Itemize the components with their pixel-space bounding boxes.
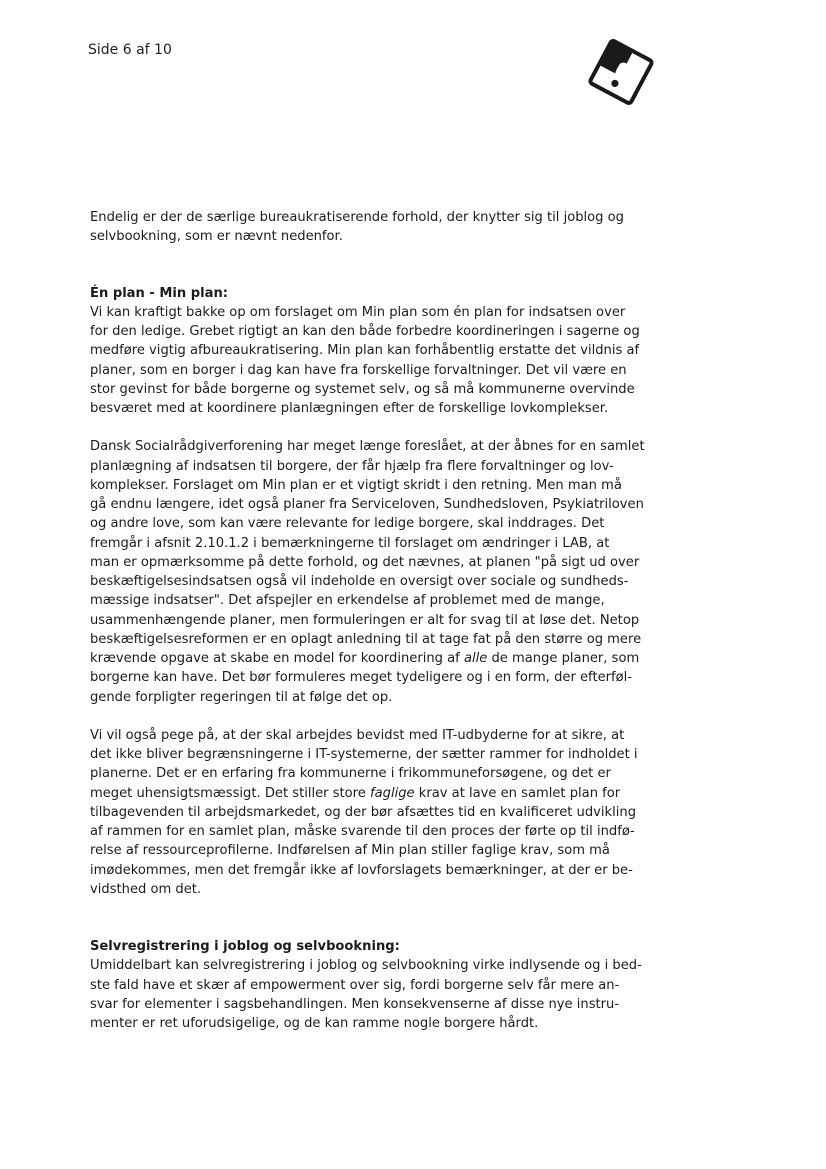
text-line: Dansk Socialrådgiverforening har meget længe foreslået, at der åbnes for en samlet	[90, 439, 645, 455]
text-line	[90, 649, 690, 668]
text-line: imødekommes, men det fremgår ikke af lovforslagets bemærkninger, at der er be-	[90, 862, 633, 878]
text-line: komplekser. Forslaget om Min plan er et vigtigt skridt i den retning. Men man må	[90, 477, 622, 493]
text-line: tilbagevenden til arbejdsmarkedet, og der bør afsættes tid en kvalificeret udvikling	[90, 804, 637, 820]
text-line: stor gevinst for både borgerne og systemet selv, og så må kommunerne overvinde	[90, 381, 635, 397]
selvregistrering-paragraph	[90, 956, 690, 1033]
text-line: gå endnu længere, idet også planer fra Serviceloven, Sundhedsloven, Psykiatriloven	[90, 497, 644, 512]
text-line: svar for elementer i sagsbehandlingen. Men konsekvenserne af disse nye instru-	[90, 996, 620, 1012]
min-plan-paragraph-1	[90, 303, 690, 419]
intro-line: Endelig er der de særlige bureaukratiserende forhold, der knytter sig til joblog og	[90, 210, 624, 225]
text-line: Umiddelbart kan selvregistrering i joblog og selvbookning virke indlysende og i bed-	[90, 958, 642, 974]
page-number: Side 6 af 10	[88, 42, 172, 58]
text-line: mæssige indsatser". Det afspejler en erkendelse af problemet med de mange,	[90, 593, 605, 609]
document-body	[90, 208, 690, 1033]
text-line: og andre love, som kan være relevante for ledige borgere, skal inddrages. Det	[90, 516, 605, 532]
text-line	[90, 784, 690, 803]
text-line: medføre vigtig afbureaukratisering. Min plan kan forhåbentlig erstatte det vildnis af	[90, 343, 640, 359]
text-line: fremgår i afsnit 2.10.1.2 i bemærkningerne til forslaget om ændringer i LAB, at	[90, 535, 610, 551]
text-line: Vi kan kraftigt bakke op om forslaget om Min plan som én plan for indsatsen over	[90, 304, 626, 320]
emphasis-text: faglige	[370, 785, 415, 801]
min-plan-paragraph-3	[90, 726, 690, 899]
text-line: planerne. Det er en erfaring fra kommunerne i frikommuneforsøgene, og det er	[90, 766, 611, 782]
text-fragment: de mange planer, som	[487, 651, 640, 666]
section-heading-min-plan: Én plan - Min plan:	[90, 285, 229, 301]
section-heading-selvregistrering: Selvregistrering i joblog og selvbookning:	[90, 939, 400, 954]
text-fragment: meget uhensigtsmæssigt. Det stiller store	[90, 785, 371, 801]
text-line: af rammen for en samlet plan, måske svarende til den proces der førte op til indfø-	[90, 824, 635, 839]
emphasis-text: alle	[463, 651, 488, 666]
text-line: vidsthed om det.	[90, 881, 202, 897]
text-line: man er opmærksomme på dette forhold, og det nævnes, at planen "på sigt ud over	[90, 554, 640, 570]
text-line: ste fald have et skær af empowerment over sig, fordi borgerne selv får mere an-	[90, 977, 620, 993]
text-line: borgerne kan have. Det bør formuleres meget tydeligere og i en form, der efterføl-	[90, 670, 632, 686]
organization-logo-icon	[586, 38, 656, 106]
text-line: menter er ret uforudsigelige, og de kan ramme nogle borgere hårdt.	[90, 1016, 539, 1031]
text-line: beskæftigelsesreformen er en oplagt anledning til at tage fat på den større og mere	[90, 631, 642, 647]
text-fragment: krævende opgave at skabe en model for koordinering af	[90, 651, 464, 666]
intro-line: selvbookning, som er nævnt nedenfor.	[90, 229, 343, 245]
text-line: for den ledige. Grebet rigtigt an kan den både forbedre koordineringen i sagerne og	[90, 324, 640, 339]
text-line: relse af ressourceprofilerne. Indførelsen af Min plan stiller faglige krav, som må	[90, 843, 610, 859]
text-line: planlægning af indsatsen til borgere, der får hjælp fra flere forvaltninger og lov-	[90, 458, 614, 474]
text-line: planer, som en borger i dag kan have fra forskellige forvaltninger. Det vil være en	[90, 362, 627, 378]
text-line: beskæftigelsesindsatsen også vil indeholde en oversigt over sociale og sundheds-	[90, 574, 629, 589]
text-line: gende forpligter regeringen til at følge det op.	[90, 689, 393, 705]
text-fragment: krav at lave en samlet plan for	[414, 785, 621, 801]
intro-paragraph	[90, 208, 690, 247]
text-line: besværet med at koordinere planlægningen efter de forskellige lovkomplekser.	[90, 401, 609, 416]
text-line: Vi vil også pege på, at der skal arbejdes bevidst med IT-udbyderne for at sikre, at	[90, 727, 625, 743]
text-line: usammenhængende planer, men formuleringen er alt for svag til at løse det. Netop	[90, 612, 640, 628]
min-plan-paragraph-2	[90, 437, 690, 707]
text-line: det ikke bliver begrænsningerne i IT-systemerne, der sætter rammer for indholdet i	[90, 747, 638, 762]
